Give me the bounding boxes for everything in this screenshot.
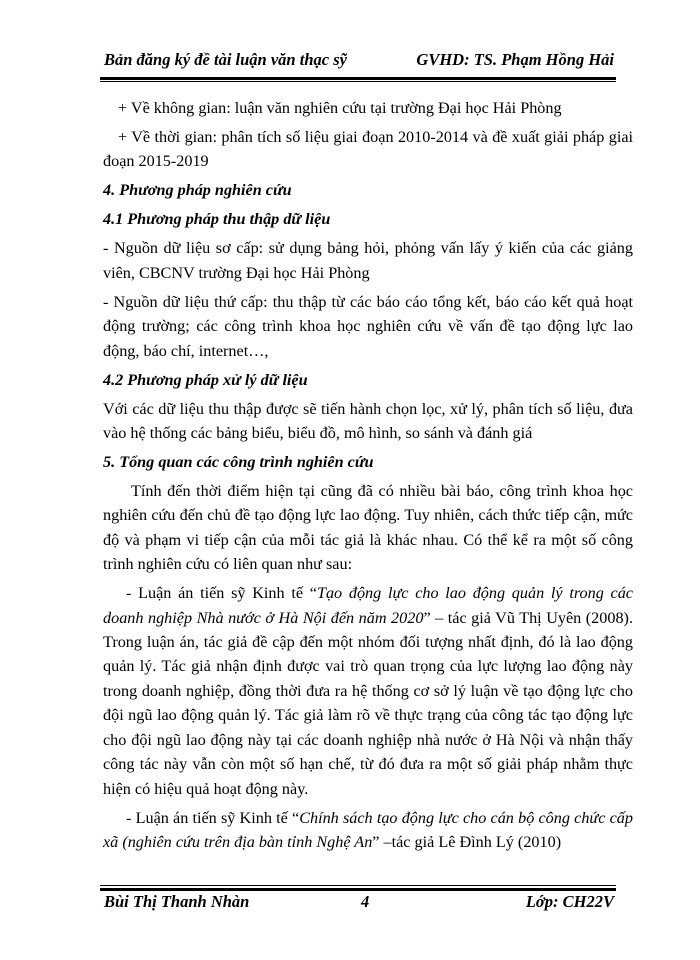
footer-class: Lớp: CH22V (525, 892, 614, 911)
thesis-2-body: ” –tác giả Lê Đình Lý (2010) (372, 832, 562, 851)
footer-rule-thick (100, 888, 616, 891)
page-footer (104, 892, 614, 918)
paragraph-time-scope: + Về thời gian: phân tích số liệu giai đoạn 2010-2014 và đề xuất giải pháp giai đoạn 2015-2019 (103, 128, 633, 171)
paragraph-thesis-1 (103, 581, 633, 801)
paragraph-data-processing: Với các dữ liệu thu thập được sẽ tiến hành chọn lọc, xử lý, phân tích số liệu, đưa vào hệ thống các bảng biểu, biểu đồ, mô hình, so sánh và đánh giá (103, 399, 633, 443)
page-header (104, 50, 614, 76)
thesis-1-body: ” – tác giả Vũ Thị Uyên (2008). Trong luận án, tác giả đề cập đến một nhóm đối tượng nhất định, đó là lao động quản lý. Tác giả nhận định được vai trò quan trọng của lực lượng lao động này trong doanh nghiệp, đồng thời đưa ra hệ thống cơ sở lý luận về tạo động lực cho đội ngũ lao động quản lý. Tác giả làm rõ về thực trạng của công tác tạo động lực cho đội ngũ lao động này tại các doanh nghiệp nhà nước ở Hà Nội và nhận thấy công tác này vẫn còn một số hạn chế, từ đó đưa ra một số giải pháp nhằm thực hiện có hiệu quả hoạt động này. (103, 608, 633, 798)
heading-data-processing: 4.2 Phương pháp xử lý dữ liệu (103, 370, 308, 389)
header-rule-thin (100, 81, 616, 82)
heading-research-methods: 4. Phương pháp nghiên cứu (103, 181, 292, 200)
thesis-1-prefix: - Luận án tiến sỹ Kinh tế “ (126, 584, 317, 603)
header-rule-thick (100, 77, 616, 80)
thesis-2-title: Chính sách tạo động lực cho cán bộ công chức cấp xã (nghiên cứu trên địa bàn tỉnh Nghệ An (103, 808, 633, 851)
document-body (103, 96, 633, 859)
paragraph-thesis-2 (103, 806, 633, 855)
header-advisor: GVHD: TS. Phạm Hồng Hải (416, 50, 614, 69)
page-number: 4 (361, 892, 370, 911)
heading-literature-review: 5. Tổng quan các công trình nghiên cứu (103, 453, 374, 472)
header-title: Bản đăng ký đề tài luận văn thạc sỹ (104, 50, 347, 69)
paragraph-secondary-data: - Nguồn dữ liệu thứ cấp: thu thập từ các báo cáo tổng kết, báo cáo kết quả hoạt động trường; các công trình khoa học nghiên cứu về vấn đề tạo động lực lao động, báo chí, internet…, (103, 292, 633, 360)
footer-rule-thin (100, 885, 616, 886)
paragraph-primary-data: - Nguồn dữ liệu sơ cấp: sử dụng bảng hỏi, phỏng vấn lấy ý kiến của các giảng viên, CBCNV trường Đại học Hải Phòng (103, 239, 633, 282)
heading-data-collection: 4.1 Phương pháp thu thập dữ liệu (103, 210, 331, 229)
thesis-2-prefix: - Luận án tiến sỹ Kinh tế “ (126, 808, 300, 827)
thesis-1-title: Tạo động lực cho lao động quản lý trong các doanh nghiệp Nhà nước ở Hà Nội đến năm 2020 (103, 584, 633, 627)
paragraph-review-intro: Tính đến thời điểm hiện tại cũng đã có nhiều bài báo, công trình khoa học nghiên cứu đến chủ đề tạo động lực lao động. Tuy nhiên, cách thức tiếp cận, mức độ và phạm vi tiếp cận của mỗi tác giả là khác nhau. Có thể kể ra một số công trình nghiên cứu có liên quan như sau: (103, 482, 633, 574)
paragraph-space-scope: + Về không gian: luận văn nghiên cứu tại trường Đại học Hải Phòng (118, 99, 562, 117)
footer-author: Bùi Thị Thanh Nhàn (104, 892, 250, 911)
